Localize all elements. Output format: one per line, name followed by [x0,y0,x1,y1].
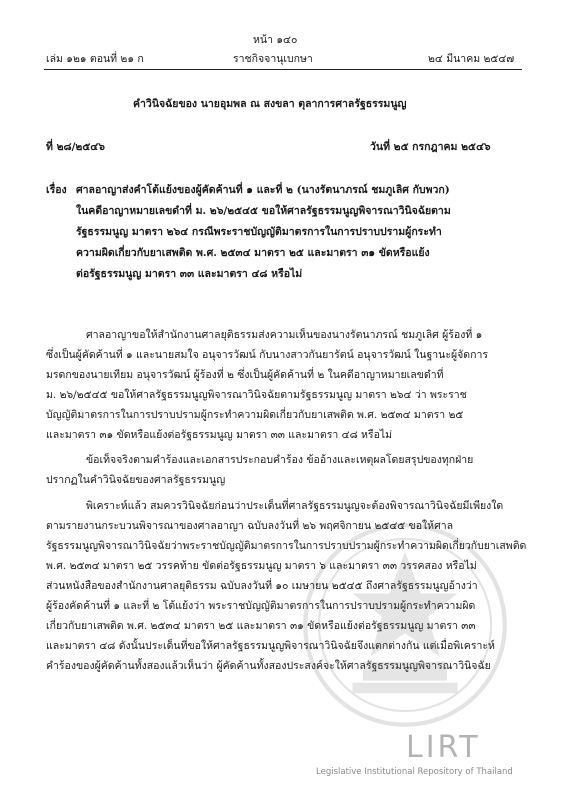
body-line: พิเคราะห์แล้ว สมควรวินิจฉัยก่อนว่าประเด็นที่ศาลรัฐธรรมนูญจะต้องพิจารณาวินิจฉัยมีเพียงใด [86,500,504,512]
lirt-caption: Legislative Institutional Repository of Thailand [316,767,513,777]
case-number: ที่ ๒๘/๒๕๔๖ [46,141,105,153]
header-rule [44,69,522,70]
body-line: ข้อเท็จจริงตามคำร้องและเอกสารประกอบคำร้อง ข้ออ้างและเหตุผลโดยสรุปของทุกฝ่าย [86,454,474,466]
header-volume: เล่ม ๑๒๑ ตอนที่ ๒๑ ก [46,53,144,65]
subject-line: ศาลอาญาส่งคำโต้แย้งของผู้คัดค้านที่ ๑ และที่ ๒ (นางรัตนาภรณ์ ชมภูเลิศ กับพวก) [76,184,450,196]
subject-line: ความผิดเกี่ยวกับยาเสพติด พ.ศ. ๒๕๓๔ มาตรา ๒๕ และมาตรา ๓๑ ขัดหรือแย้ง [76,247,430,259]
body-line: ม. ๒๖/๒๕๔๕ ขอให้ศาลรัฐธรรมนูญพิจารณาวินิจฉัยตามรัฐธรรมนูญ มาตรา ๒๖๔ ว่า พระราช [46,389,467,401]
body-line: มรดกของนายเทียม อนุจารวัฒน์ ผู้ร้องที่ ๒ ซึ่งเป็นผู้คัดค้านที่ ๒ ในคดีอาญาหมายเลขดำที่ [46,369,444,381]
body-line: ปรากฏในคำวินิจฉัยของศาลรัฐธรรมนูญ [46,474,226,486]
subject-line: ต่อรัฐธรรมนูญ มาตรา ๓๓ และมาตรา ๔๘ หรือไม่ [76,268,303,280]
body-line: และมาตรา ๔๘ ดังนั้นประเด็นที่ขอให้ศาลรัฐธรรมนูญพิจารณาวินิจฉัยจึงแตกต่างกัน แต่เมื่อพิเคราะห์ [46,640,495,652]
parliament-seal-watermark-icon [300,520,510,730]
body-line: ตามรายงานกระบวนพิจารณาของศาลอาญา ฉบับลงวันที่ ๒๖ พฤศจิกายน ๒๕๔๕ ขอให้ศาล [46,520,454,532]
body-line: เกี่ยวกับยาเสพติด พ.ศ. ๒๕๓๔ มาตรา ๒๕ และมาตรา ๓๑ ขัดหรือแย้งต่อรัฐธรรมนูญ มาตรา ๓๓ [46,620,476,632]
body-line: และมาตรา ๓๑ ขัดหรือแย้งต่อรัฐธรรมนูญ มาตรา ๓๓ และมาตรา ๔๘ หรือไม่ [46,429,393,441]
body-line: ซึ่งเป็นผู้คัดค้านที่ ๑ และนายสมใจ อนุจารวัฒน์ กับนางสาวกันยารัตน์ อนุจารวัฒน์ ในฐานะผู้จัดการ [46,349,488,361]
opinion-heading: คำวินิจฉัยของ นายอุมพล ณ สงขลา ตุลาการศาลรัฐธรรมนูญ [133,98,407,110]
body-line: พ.ศ. ๒๕๓๔ มาตรา ๒๕ วรรคท้าย ขัดต่อรัฐธรรมนูญ มาตรา ๖ และมาตรา ๓๓ วรรคสอง หรือไม่ [46,560,477,572]
lirt-logo: LIRT [406,730,481,765]
subject-line: รัฐธรรมนูญ มาตรา ๒๖๔ กรณีพระราชบัญญัติมาตรการในการปราบปรามผู้กระทำ [76,226,442,238]
subject-line: ในคดีอาญาหมายเลขดำที่ ม. ๒๖/๒๕๔๕ ขอให้ศาลรัฐธรรมนูญพิจารณาวินิจฉัยตาม [76,205,451,217]
body-line: คำร้องของผู้คัดค้านทั้งสองแล้วเห็นว่า ผู้คัดค้านทั้งสองประสงค์จะให้ศาลรัฐธรรมนูญพิจารณาวินิจฉัย [46,660,491,672]
header-page-number: หน้า ๑๔๐ [253,34,298,46]
body-line: ศาลอาญาขอให้สำนักงานศาลยุติธรรมส่งความเห็นของนางรัตนาภรณ์ ชมภูเลิศ ผู้ร้องที่ ๑ [86,329,483,341]
body-line: บัญญัติมาตรการในการปราบปรามผู้กระทำความผิดเกี่ยวกับยาเสพติด พ.ศ. ๒๕๓๔ มาตรา ๒๕ [46,409,464,421]
case-date: วันที่ ๒๕ กรกฎาคม ๒๕๔๖ [370,141,491,153]
body-line: ผู้ร้องคัดค้านที่ ๑ และที่ ๒ โต้แย้งว่า พระราชบัญญัติมาตรการในการปราบปรามผู้กระทำความผิด [46,600,476,612]
header-gazette-name: ราชกิจจานุเบกษา [233,53,313,65]
body-line: ส่วนหนังสือของสำนักงานศาลยุติธรรม ฉบับลงวันที่ ๑๐ เมษายน ๒๕๔๕ ถึงศาลรัฐธรรมนูญอ้างว่า [46,580,478,592]
header-date: ๒๔ มีนาคม ๒๕๔๗ [428,53,515,65]
body-line: รัฐธรรมนูญพิจารณาวินิจฉัยว่าพระราชบัญญัติมาตรการในการปราบปรามผู้กระทำความผิดเกี่ยวกับยาเสพติด [46,540,527,552]
subject-label: เรื่อง [46,184,67,196]
